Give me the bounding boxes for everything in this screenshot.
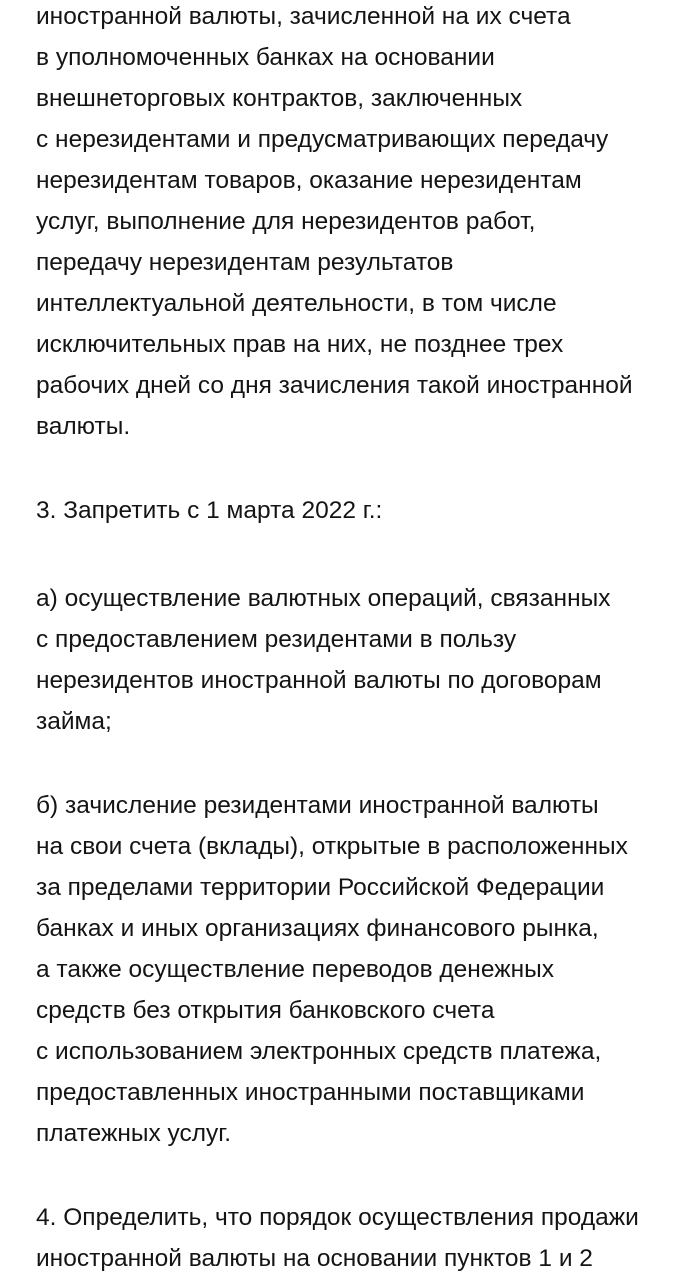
text-line: исключительных прав на них, не позднее трех <box>36 331 564 358</box>
text-line: иностранной валюты на основании пунктов 1 и 2 <box>36 1245 593 1272</box>
text-line: с нерезидентами и предусматривающих передачу <box>36 126 609 153</box>
text-line: иностранной валюты, зачисленной на их счета <box>36 3 571 30</box>
text-line: а) осуществление валютных операций, связанных <box>36 585 611 612</box>
text-line: средств без открытия банковского счета <box>36 997 495 1024</box>
text-line: рабочих дней со дня зачисления такой иностранной <box>36 372 633 399</box>
text-line: 4. Определить, что порядок осуществления продажи <box>36 1204 639 1231</box>
text-line: с использованием электронных средств платежа, <box>36 1038 602 1065</box>
text-line: предоставленных иностранными поставщиками <box>36 1079 585 1106</box>
text-line: займа; <box>36 708 112 735</box>
text-line: в уполномоченных банках на основании <box>36 44 495 71</box>
text-line: нерезидентов иностранной валюты по договорам <box>36 667 602 694</box>
text-line: а также осуществление переводов денежных <box>36 956 554 983</box>
text-line: передачу нерезидентам результатов <box>36 249 454 276</box>
text-line: услуг, выполнение для нерезидентов работ, <box>36 208 536 235</box>
text-line: платежных услуг. <box>36 1120 232 1147</box>
text-line: интеллектуальной деятельности, в том числе <box>36 290 557 317</box>
text-line: банках и иных организациях финансового рынка, <box>36 915 599 942</box>
text-line: б) зачисление резидентами иностранной валюты <box>36 792 599 819</box>
text-line: нерезидентам товаров, оказание нерезидентам <box>36 167 582 194</box>
text-line: 3. Запретить с 1 марта 2022 г.: <box>36 497 383 524</box>
text-line: за пределами территории Российской Федерации <box>36 874 605 901</box>
text-line: с предоставлением резидентами в пользу <box>36 626 517 653</box>
text-line: внешнеторговых контрактов, заключенных <box>36 85 523 112</box>
text-line: на свои счета (вклады), открытые в расположенных <box>36 833 628 860</box>
text-line: валюты. <box>36 413 131 440</box>
